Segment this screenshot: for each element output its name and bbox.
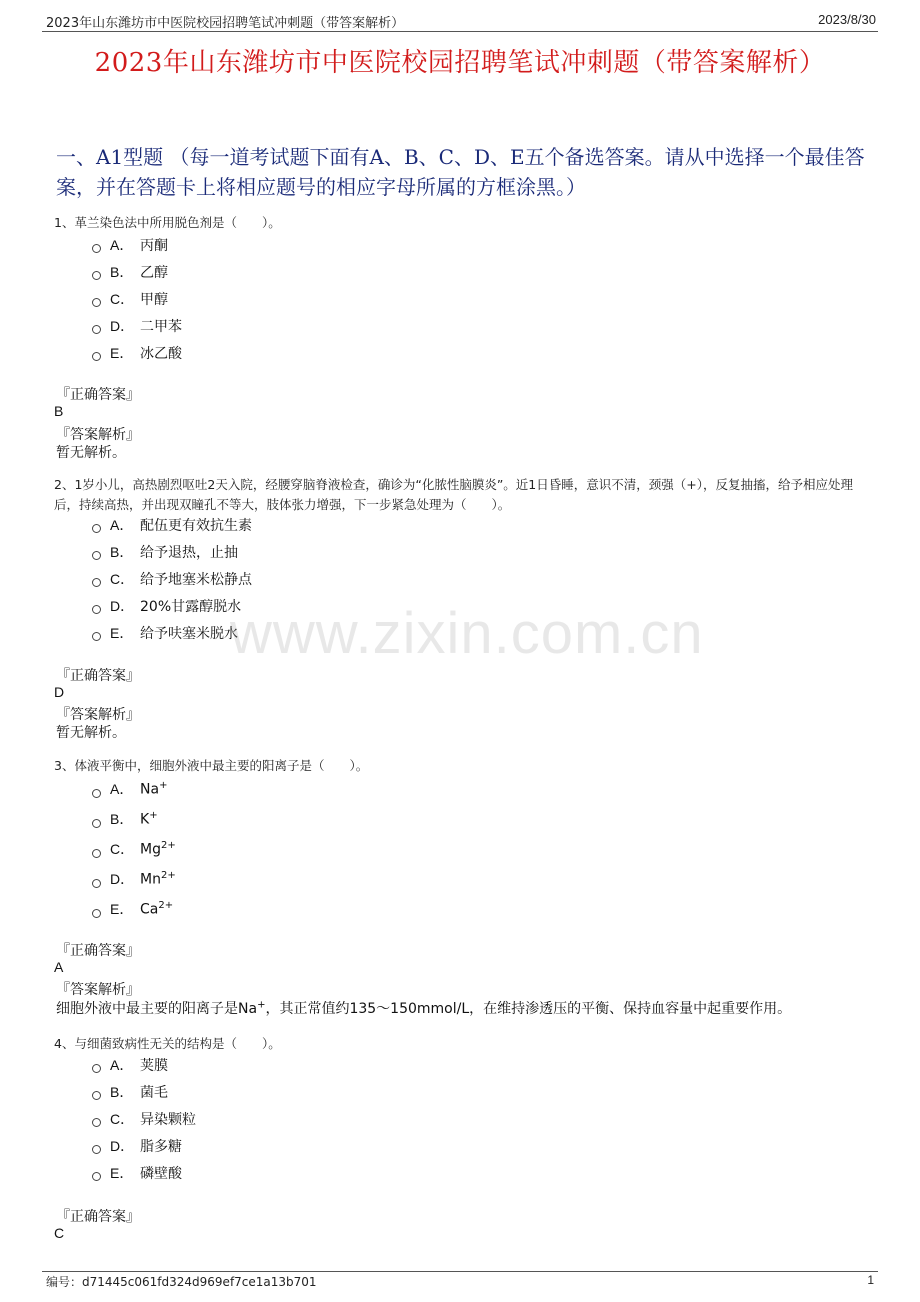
option-1b[interactable]: B． 乙醇 <box>92 258 182 285</box>
question-3-text: 3、体液平衡中，细胞外液中最主要的阳离子是（ ）。 <box>54 758 369 773</box>
radio-icon[interactable] <box>92 1145 101 1154</box>
page-number: 1 <box>867 1273 874 1287</box>
analysis-label: 『答案解析』 <box>56 707 140 723</box>
radio-icon[interactable] <box>92 352 101 361</box>
answer-label: 『正确答案』 <box>56 943 140 959</box>
radio-icon[interactable] <box>92 244 101 253</box>
option-3a[interactable]: A． Na+ <box>92 774 176 804</box>
option-4d[interactable]: D． 脂多糖 <box>92 1132 196 1159</box>
radio-icon[interactable] <box>92 1064 101 1073</box>
radio-icon[interactable] <box>92 325 101 334</box>
page-title: 2023年山东潍坊市中医院校园招聘笔试冲刺题（带答案解析） <box>94 48 826 78</box>
answer-value: B <box>54 403 64 419</box>
option-2b[interactable]: B． 给予退热，止抽 <box>92 538 252 565</box>
header-date: 2023/8/30 <box>818 12 876 27</box>
header-title: 2023年山东潍坊市中医院校园招聘笔试冲刺题（带答案解析） <box>46 16 405 31</box>
question-4-options <box>92 1051 196 1186</box>
answer-label: 『正确答案』 <box>56 1209 140 1225</box>
analysis-label: 『答案解析』 <box>56 982 140 998</box>
option-1d[interactable]: D． 二甲苯 <box>92 312 182 339</box>
option-3b[interactable]: B． K+ <box>92 804 176 834</box>
option-4b[interactable]: B． 菌毛 <box>92 1078 196 1105</box>
question-2-options <box>92 511 252 646</box>
radio-icon[interactable] <box>92 632 101 641</box>
question-1-text: 1、革兰染色法中所用脱色剂是（ ）。 <box>54 215 281 230</box>
answer-value: A <box>54 959 64 975</box>
radio-icon[interactable] <box>92 298 101 307</box>
radio-icon[interactable] <box>92 879 101 888</box>
radio-icon[interactable] <box>92 909 101 918</box>
radio-icon[interactable] <box>92 1118 101 1127</box>
answer-value: D <box>54 684 65 700</box>
option-2e[interactable]: E． 给予呋塞米脱水 <box>92 619 252 646</box>
option-2d[interactable]: D． 20%甘露醇脱水 <box>92 592 252 619</box>
option-1c[interactable]: C． 甲醇 <box>92 285 182 312</box>
answer-value: C <box>54 1225 65 1241</box>
option-1e[interactable]: E． 冰乙酸 <box>92 339 182 366</box>
option-4e[interactable]: E． 磷壁酸 <box>92 1159 196 1186</box>
analysis-text: 暂无解析。 <box>56 445 126 461</box>
option-2a[interactable]: A． 配伍更有效抗生素 <box>92 511 252 538</box>
footer-doc-id: 编号：d71445c061fd324d969ef7ce1a13b701 <box>46 1275 317 1289</box>
radio-icon[interactable] <box>92 819 101 828</box>
answer-label: 『正确答案』 <box>56 668 140 684</box>
option-3c[interactable]: C． $Mg^{2+}$ <box>92 834 176 864</box>
radio-icon[interactable] <box>92 789 101 798</box>
radio-icon[interactable] <box>92 1091 101 1100</box>
section-heading: 一、A1型题 （每一道考试题下面有A、B、C、D、E五个备选答案。请从中选择一个最佳答案，并在答题卡上将相应题号的相应字母所属的方框涂黑。） <box>56 145 865 199</box>
option-4a[interactable]: A． 荚膜 <box>92 1051 196 1078</box>
analysis-label: 『答案解析』 <box>56 427 140 443</box>
question-1-options <box>92 231 182 366</box>
footer-rule <box>42 1271 878 1272</box>
radio-icon[interactable] <box>92 849 101 858</box>
analysis-text: 细胞外液中最主要的阳离子是Na+，其正常值约135～150mmol/L，在维持渗透压的平衡、保持血容量中起重要作用。 <box>56 999 792 1017</box>
header-rule <box>42 31 878 32</box>
answer-label: 『正确答案』 <box>56 387 140 403</box>
option-1a[interactable]: A． 丙酮 <box>92 231 182 258</box>
question-3-options <box>92 774 176 924</box>
question-4-text: 4、与细菌致病性无关的结构是（ ）。 <box>54 1036 281 1051</box>
option-4c[interactable]: C． 异染颗粒 <box>92 1105 196 1132</box>
radio-icon[interactable] <box>92 524 101 533</box>
question-2-text: 2、1岁小儿，高热剧烈呕吐2天入院，经腰穿脑脊液检查，确诊为“化脓性脑膜炎”。近1日昏睡，意识不清，颈强（+），反复抽搐，给予相应处理后，持续高热，并出现双瞳孔不等大，肢体张力增强，下一步紧急处理为（ ）。 <box>54 477 853 512</box>
radio-icon[interactable] <box>92 271 101 280</box>
watermark: www.zixin.com.cn <box>230 601 704 666</box>
option-3e[interactable]: E． $Ca^{2+}$ <box>92 894 176 924</box>
analysis-text: 暂无解析。 <box>56 725 126 741</box>
radio-icon[interactable] <box>92 578 101 587</box>
radio-icon[interactable] <box>92 551 101 560</box>
radio-icon[interactable] <box>92 605 101 614</box>
radio-icon[interactable] <box>92 1172 101 1181</box>
option-3d[interactable]: D． $Mn^{2+}$ <box>92 864 176 894</box>
option-2c[interactable]: C． 给予地塞米松静点 <box>92 565 252 592</box>
